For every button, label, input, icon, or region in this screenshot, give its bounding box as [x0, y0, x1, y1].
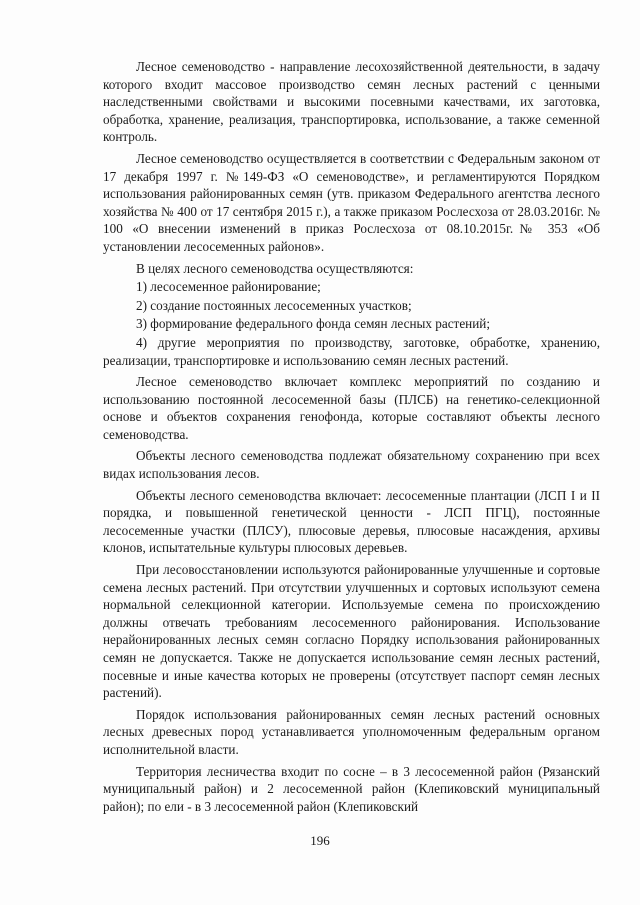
paragraph-territory: Территория лесничества входит по сосне – в 3 лесосеменной район (Рязанский муниципальный район) и 2 лесосеменной район (Клепиковский муниципальный район); по ели - в 3 лесосеменной район (Клепиковский [103, 763, 600, 814]
paragraph-procedure: Порядок использования районированных семян лесных растений основных лесных древесных пород устанавливается уполномоченным федеральным органом исполнительной власти. [103, 706, 600, 757]
page-number: 196 [310, 833, 330, 848]
paragraph-plsb: Лесное семеноводство включает комплекс мероприятий по созданию и использованию постоянной лесосеменной базы (ПЛСБ) на генетико-селекционной основе и объектов сохранения генофонда, которые составляют объекты лесного семеноводства. [103, 374, 600, 442]
list-item-4: 4) другие мероприятия по производству, заготовке, обработке, хранению, реализации, транспортировке и использованию семян лесных растений. [103, 334, 600, 368]
paragraph-reforestation: При лесовосстановлении используются районированные улучшенные и сортовые семена лесных растений. При отсутствии улучшенных и сортовых используют семена нормальной селекционной категории. Используемые семена по происхождению должны отвечать требованиям лесосеменного районирования. Использование нерайонированных лесных семян согласно Порядку использования районированных семян не допускается. Также не допускается использование семян лесных растений, посевные и иные качества которых не проверены (отсутствует паспорт семян лесных растений). [103, 562, 600, 701]
paragraph-list-intro: В целях лесного семеноводства осуществляются: [136, 260, 414, 276]
paragraph-definition: Лесное семеноводство - направление лесохозяйственной деятельности, в задачу которого входит массовое производство семян лесных растений с ценными наследственными свойствами и высокими посевными качествами, их заготовка, обработка, хранение, реализация, транспортировка, использование, а также семенной контроль. [103, 59, 600, 145]
paragraph-preservation: Объекты лесного семеноводства подлежат обязательному сохранению при всех видах использования лесов. [103, 448, 600, 482]
paragraph-legal-basis: Лесное семеноводство осуществляется в соответствии с Федеральным законом от 17 декабря 1997 г. №149-ФЗ «О семеноводстве», и регламентируются Порядком использования районированных семян (утв. приказом Федерального агентства лесного хозяйства № 400 от 17 сентября 2015 г.), а также приказом Рослесхоза от 28.03.2016г. № 100 «О внесении изменений в приказ Рослесхоза от 08.10.2015г.№ 353 «Об установлении лесосеменных районов». [103, 150, 600, 254]
body-text [103, 58, 600, 819]
paragraph-objects: Объекты лесного семеноводства включает: лесосеменные плантации (ЛСП I и II порядка, и повышенной генетической ценности - ЛСП ПГЦ), постоянные лесосеменные участки (ПЛСУ), плюсовые деревья, плюсовые насаждения, архивы клонов, испытательные культуры плюсовых деревьев. [103, 487, 600, 556]
list-item-3: 3) формирование федерального фонда семян лесных растений; [136, 316, 491, 332]
list-item-2: 2) создание постоянных лесосеменных участков; [136, 297, 412, 313]
list-item-1: 1) лесосеменное районирование; [136, 279, 321, 295]
